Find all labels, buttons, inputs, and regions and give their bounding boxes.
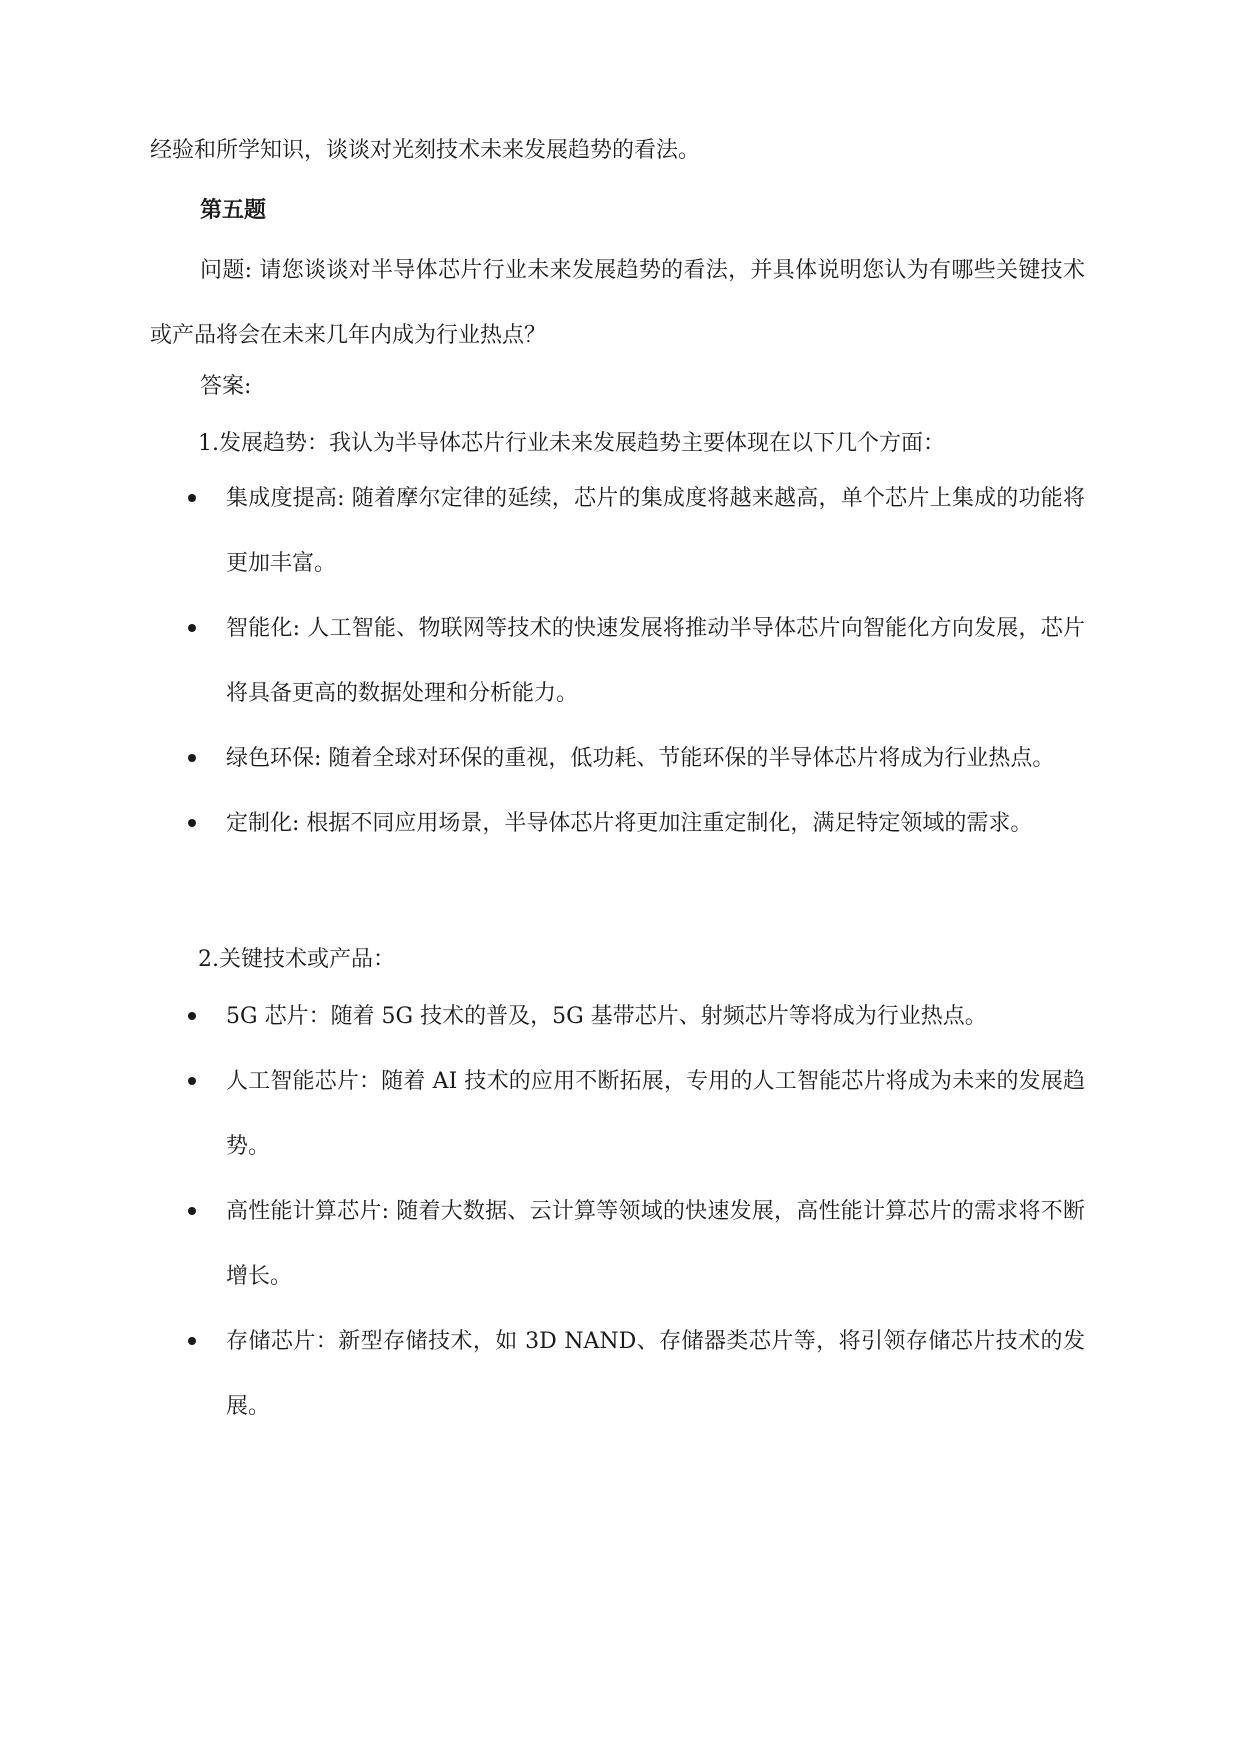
bullet-icon [188,1337,196,1345]
list-item-text: 存储芯片：新型存储技术，如 3D NAND、存储器类芯片等，将引领存储芯片技术的发展。 [226,1329,1085,1419]
bullet-icon [188,1077,196,1085]
bullet-icon [188,624,196,632]
list-item [150,596,1085,726]
list-item-text: 高性能计算芯片: 随着大数据、云计算等领域的快速发展，高性能计算芯片的需求将不断增长。 [226,1199,1085,1289]
list-item-text: 5G 芯片：随着 5G 技术的普及，5G 基带芯片、射频芯片等将成为行业热点。 [226,1004,987,1029]
bullet-icon [188,1012,196,1020]
continuation-paragraph: 经验和所学知识，谈谈对光刻技术未来发展趋势的看法。 [150,138,701,163]
trends-list [150,466,1085,856]
list-item-text: 绿色环保: 随着全球对环保的重视，低功耗、节能环保的半导体芯片将成为行业热点。 [226,746,1055,771]
key-tech-list [150,984,1085,1439]
question-paragraph: 问题: 请您谈谈对半导体芯片行业未来发展趋势的看法，并具体说明您认为有哪些关键技术或产品将会在未来几年内成为行业热点？ [150,258,1085,348]
list-item [150,1179,1085,1309]
bullet-icon [188,494,196,502]
list-item-text: 定制化: 根据不同应用场景，半导体芯片将更加注重定制化，满足特定领域的需求。 [226,811,1033,836]
list-item [150,791,1085,856]
list-item-text: 人工智能芯片：随着 AI 技术的应用不断拓展，专用的人工智能芯片将成为未来的发展趋势。 [226,1069,1085,1159]
section-title: 第五题 [200,197,267,223]
bullet-icon [188,819,196,827]
list-item [150,984,1085,1049]
list-item [150,1049,1085,1179]
list-item [150,466,1085,596]
bullet-icon [188,1207,196,1215]
list-item-text: 智能化: 人工智能、物联网等技术的快速发展将推动半导体芯片向智能化方向发展，芯片将具备更高的数据处理和分析能力。 [226,616,1085,706]
list-item-text: 集成度提高: 随着摩尔定律的延续，芯片的集成度将越来越高，单个芯片上集成的功能将更加丰富。 [226,486,1085,576]
list-item [150,1309,1085,1439]
answer-label: 答案: [200,374,252,399]
bullet-icon [188,754,196,762]
list-item [150,726,1085,791]
key-tech-label: 2.关键技术或产品： [198,947,395,972]
trends-label: 1.发展趋势：我认为半导体芯片行业未来发展趋势主要体现在以下几个方面： [198,431,945,456]
